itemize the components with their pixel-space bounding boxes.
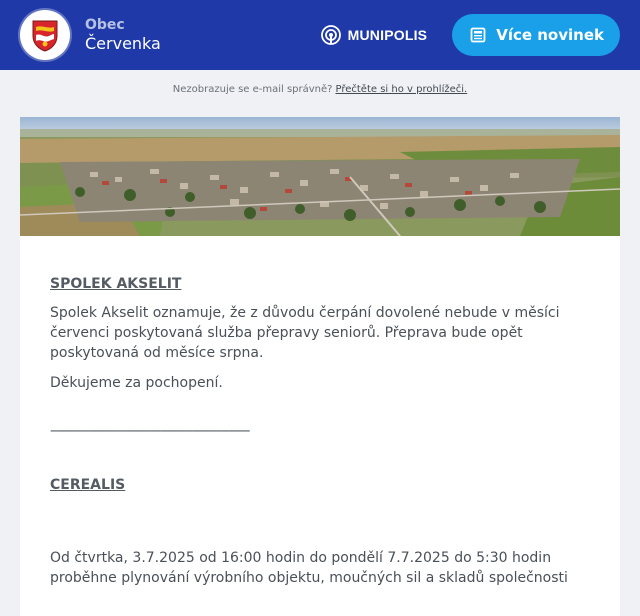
brand-kicker: Obec [85, 17, 125, 33]
municipality-name: Červenka [85, 33, 161, 53]
cerealis-paragraph: Od čtvrtka, 3.7.2025 od 16:00 hodin do pondělí 7.7.2025 do 5:30 hodin proběhne plynování výrobního objektu, moučných sil a skladů společnosti [50, 550, 568, 586]
notice-text: Nezobrazuje se e-mail správně? [172, 83, 333, 95]
view-in-browser-notice [0, 70, 640, 108]
broadcast-icon [320, 24, 342, 46]
brand[interactable] [20, 10, 161, 60]
municipality-crest-logo [20, 10, 70, 60]
view-in-browser-link[interactable]: Přečtěte si ho v prohlížeči. [335, 83, 468, 95]
akselit-thanks: Děkujeme za pochopení. [50, 375, 223, 391]
newspaper-icon [470, 27, 486, 43]
more-news-button[interactable] [452, 14, 620, 56]
separator-line: -------------------------------------------------------- [50, 423, 249, 439]
more-news-label: Více novinek [496, 26, 604, 44]
munipolis-label: MUNIPOLIS [347, 27, 428, 43]
village-aerial-photo [20, 117, 620, 236]
munipolis-brand[interactable] [320, 24, 428, 46]
akselit-paragraph: Spolek Akselit oznamuje, že z důvodu čerpání dovolené nebude v měsíci červenci poskytovaná služba přepravy seniorů. Přeprava bude opět poskytovaná od měsíce srpna. [50, 305, 560, 361]
section-title-akselit: SPOLEK AKSELIT [50, 276, 182, 292]
email-header [0, 0, 640, 70]
section-title-cerealis: CEREALIS [50, 477, 126, 493]
article-card [20, 236, 620, 616]
